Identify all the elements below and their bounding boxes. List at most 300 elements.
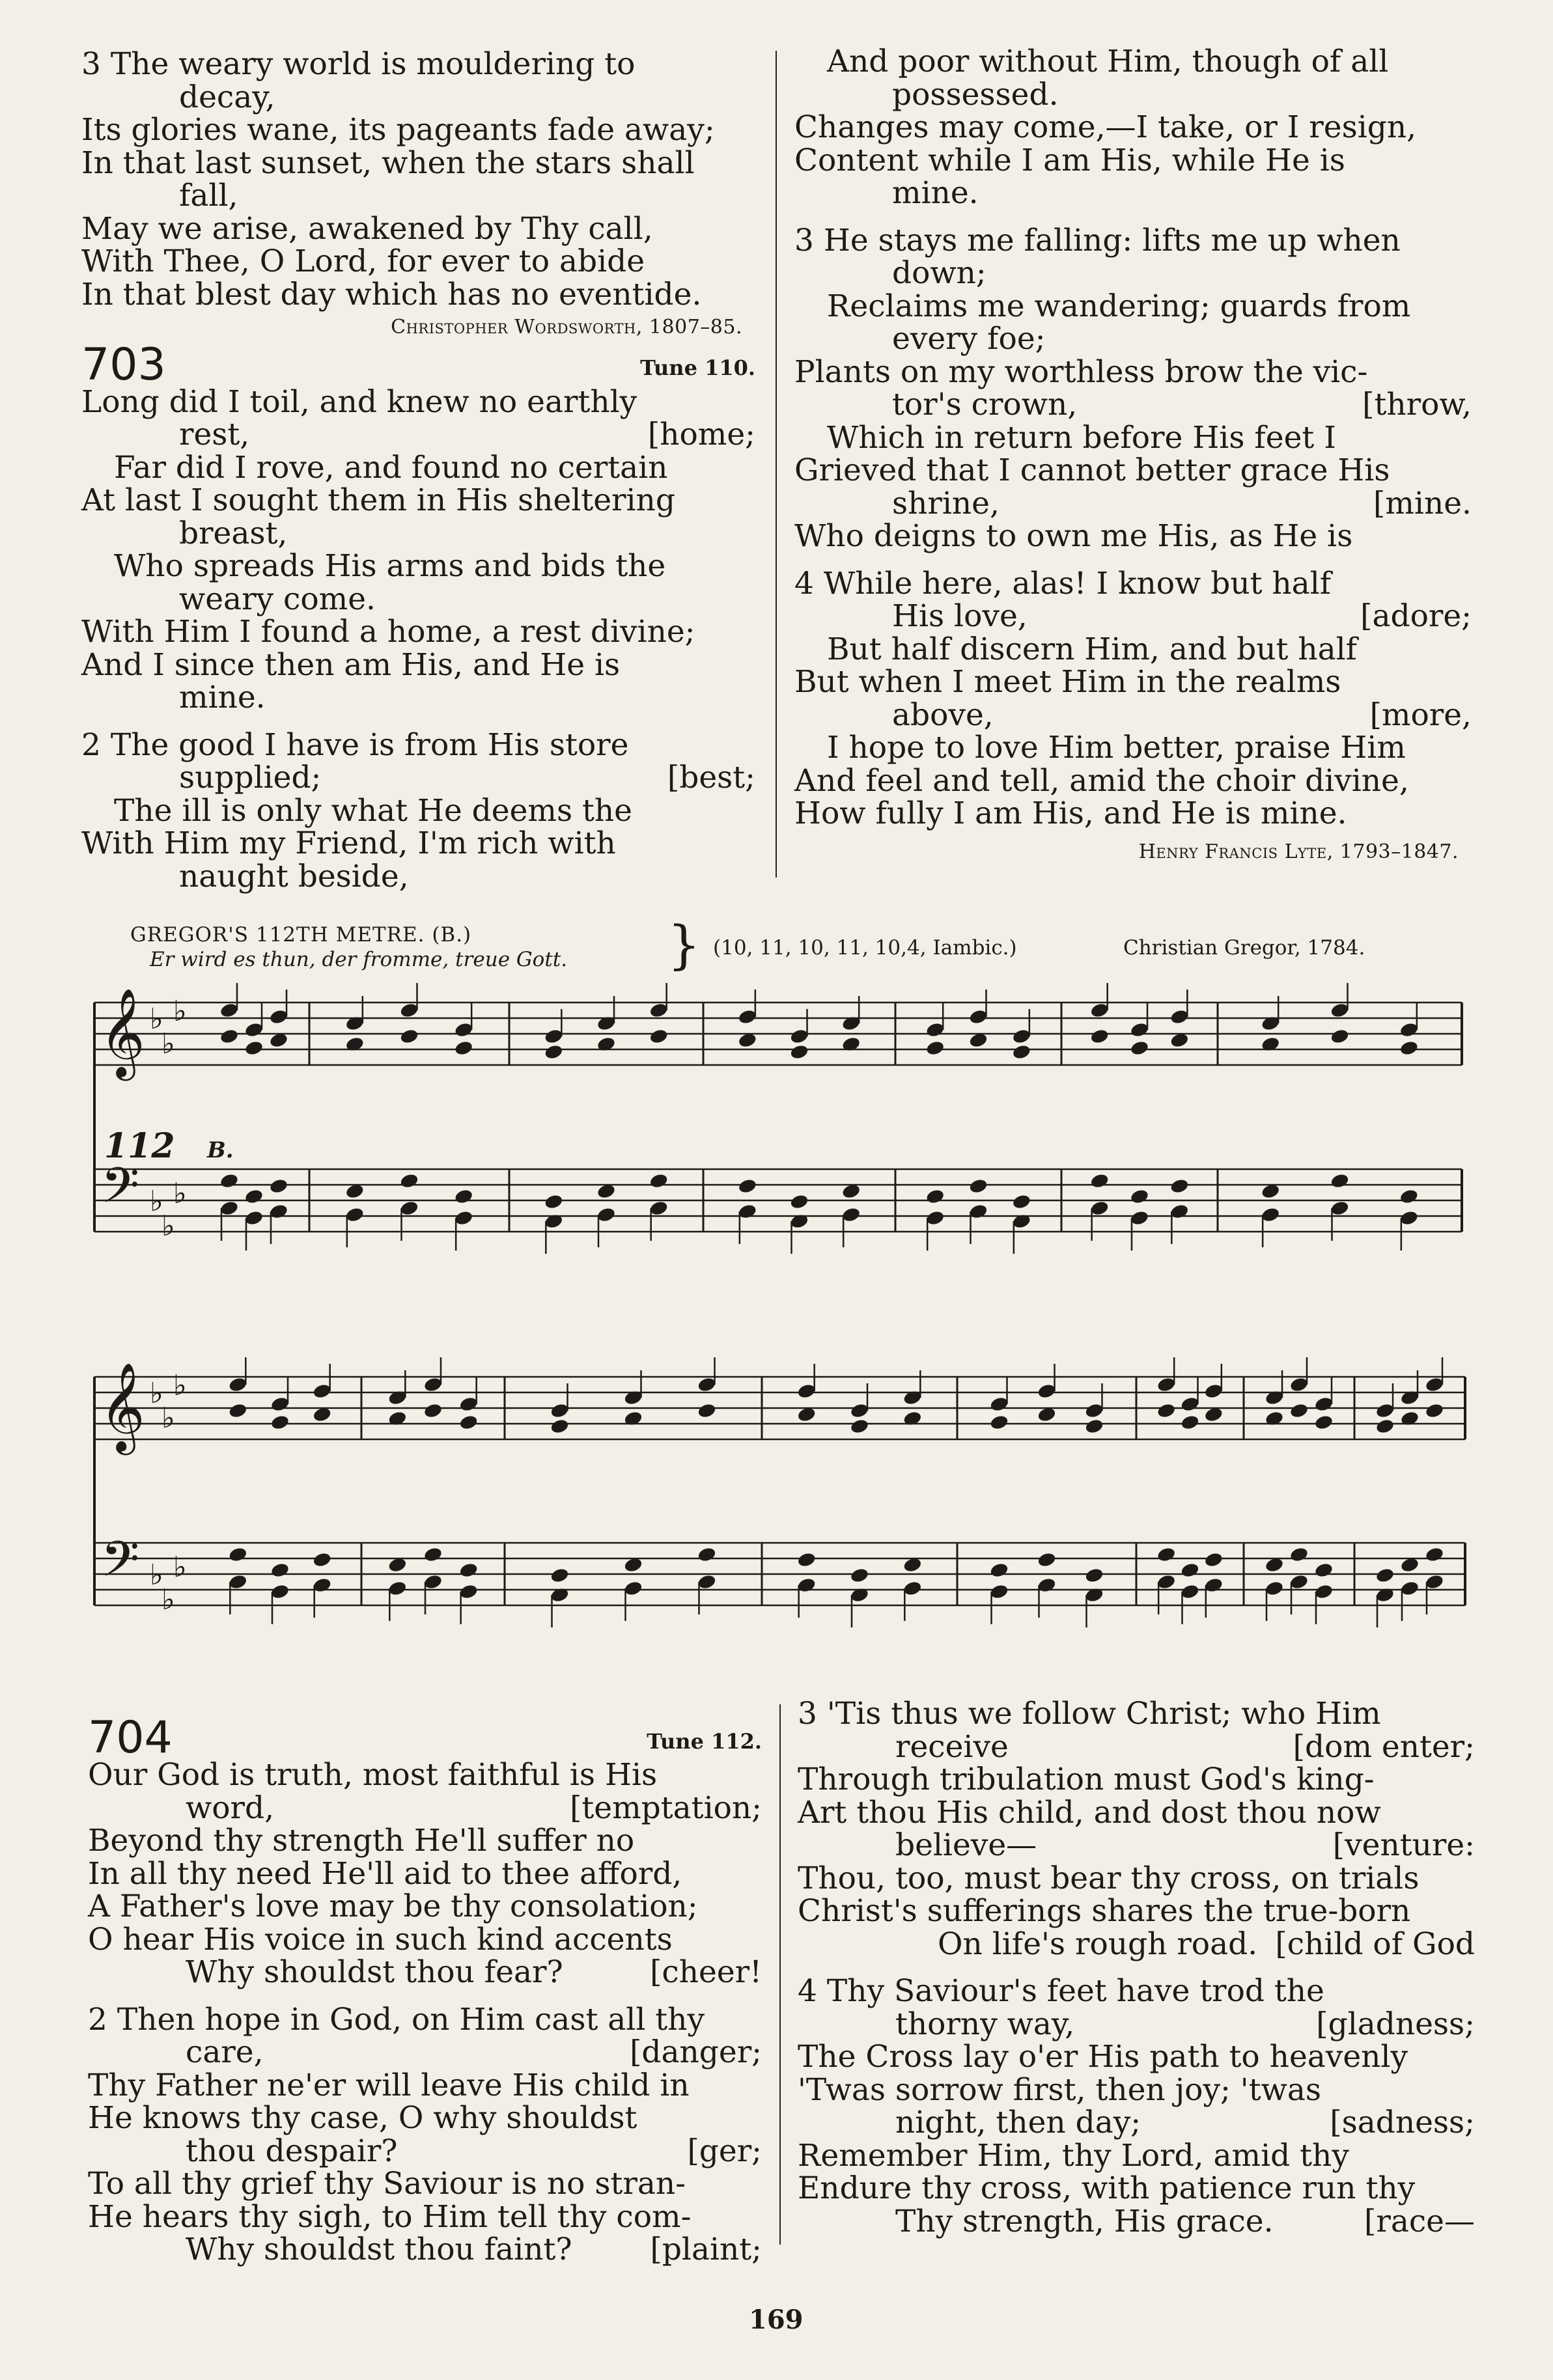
verse-line-text: receive — [895, 1728, 1009, 1765]
note-head — [1400, 1580, 1420, 1597]
verse-line-overflow: [best; — [667, 760, 755, 796]
flat-icon: ♭ — [150, 1003, 163, 1036]
verse-line-text: Art thou His child, and dost thou now — [798, 1794, 1381, 1831]
verse-line-text: But when I meet Him in the realms — [794, 664, 1341, 700]
note-head — [649, 1002, 669, 1019]
hymn-704-header — [88, 1712, 762, 1764]
verse-line — [798, 1764, 1475, 1797]
verse-line-overflow: [child of God — [1275, 1926, 1475, 1962]
note-head — [454, 1210, 474, 1226]
note-head — [228, 1402, 248, 1419]
verse-line-text: The ill is only what He deems the — [114, 792, 632, 829]
note-head — [219, 1200, 240, 1217]
note-head — [458, 1583, 479, 1600]
verse-line-text: A Father's love may be thy consolation; — [88, 1889, 698, 1924]
verse-line-text: Why shouldst thou fear? — [186, 1954, 563, 1990]
verse-line — [88, 1956, 762, 1989]
verse-line-overflow: [mine. — [1373, 485, 1472, 521]
verse-line-text: weary come. — [179, 581, 376, 617]
verse-line — [798, 1698, 1475, 1731]
note-head — [1399, 1210, 1420, 1226]
author-credit: Henry Francis Lyte, 1793–1847. — [1138, 840, 1459, 863]
note-head — [1375, 1402, 1395, 1419]
note-head — [1314, 1583, 1334, 1600]
note-head — [1130, 1021, 1150, 1038]
note-head — [1089, 1200, 1110, 1217]
note-head — [1156, 1573, 1177, 1590]
verse-line-text: Our God is truth, most faithful is His — [88, 1757, 658, 1793]
flat-icon: ♭ — [161, 1027, 175, 1060]
verse-line — [88, 2168, 762, 2201]
tune-number-label: 112 — [104, 1126, 175, 1166]
note-head — [1289, 1546, 1309, 1563]
note-head — [697, 1546, 717, 1563]
verse-line-text: thou despair? — [186, 2133, 398, 2169]
verse-line-overflow: [home; — [647, 417, 755, 452]
verse-line-text: Content while I am His, while He is — [794, 142, 1345, 178]
verse-line-text: Why shouldst thou faint? — [186, 2232, 572, 2267]
flat-icon: ♭ — [150, 1377, 163, 1410]
note-head — [244, 1210, 264, 1226]
verse-line-text: down; — [892, 255, 986, 291]
note-head — [796, 1577, 817, 1594]
flat-icon: ♭ — [150, 1558, 163, 1592]
note-head — [1425, 1402, 1445, 1419]
note-head — [1037, 1383, 1057, 1400]
verse-line-text: May we arise, awakened by Thy call, — [81, 210, 653, 247]
note-head — [1261, 1206, 1281, 1223]
verse-line-text: Its glories wane, its pageants fade away; — [81, 112, 715, 148]
verse-line — [88, 2234, 762, 2267]
verse-line-overflow: [venture: — [1332, 1827, 1475, 1863]
bottom-left-column — [88, 1712, 762, 2267]
note-head — [458, 1396, 479, 1413]
note-head — [399, 1002, 419, 1019]
note-head — [796, 1383, 817, 1400]
note-head — [423, 1402, 443, 1419]
verse-line-text: fall, — [179, 178, 238, 214]
verse-line-text: Changes may come,—I take, or I resign, — [794, 109, 1417, 145]
verse-line-text: Who deigns to own me His, as He is — [794, 518, 1353, 554]
verse-line-overflow: [plaint; — [650, 2232, 762, 2267]
verse-line-text: mine. — [892, 175, 979, 211]
note-head — [423, 1546, 443, 1563]
page-number: 169 — [749, 2304, 804, 2335]
note-head — [1089, 1172, 1110, 1189]
verse-line-text: I hope to love Him better, praise Him — [827, 730, 1406, 766]
verse-line-overflow: [race— — [1364, 2203, 1475, 2239]
note-head — [454, 1021, 474, 1038]
note-head — [1399, 1040, 1420, 1057]
verse-line-text: In that blest day which has no eventide. — [81, 276, 702, 312]
note-head — [738, 1203, 758, 1220]
hymn-number: 704 — [88, 1712, 173, 1764]
note-head — [902, 1580, 923, 1597]
note-head — [270, 1562, 290, 1579]
note-head — [1425, 1376, 1445, 1393]
note-head — [1169, 1008, 1190, 1025]
note-head — [796, 1551, 817, 1568]
note-head — [1130, 1188, 1150, 1205]
note-head — [1156, 1376, 1177, 1393]
verse-line-text: Beyond thy strength He'll suffer no — [88, 1823, 635, 1859]
note-head — [925, 1021, 945, 1038]
note-head — [312, 1551, 332, 1568]
verse-line-text: To all thy grief thy Saviour is no stran- — [88, 2166, 686, 2202]
note-head — [423, 1376, 443, 1393]
note-head — [228, 1546, 248, 1563]
note-head — [789, 1193, 809, 1210]
bottom-right-column — [798, 1698, 1475, 2238]
note-head — [1130, 1040, 1150, 1057]
flat-icon: ♭ — [161, 1402, 175, 1435]
verse-line-text: Long did I toil, and knew no earthly — [81, 383, 637, 420]
note-head — [1204, 1383, 1224, 1400]
verse-line-text: Thy strength, His grace. — [895, 2203, 1274, 2239]
verse-line-overflow: [adore; — [1360, 598, 1472, 634]
note-head — [1156, 1546, 1177, 1563]
note-head — [738, 1178, 758, 1195]
verse-line-text: thorny way, — [895, 2006, 1075, 2042]
verse-line — [798, 1928, 1475, 1961]
verse-line-text: But half discern Him, and but half — [827, 631, 1358, 667]
verse-line — [88, 2102, 762, 2135]
verse-line-overflow: [more, — [1369, 697, 1472, 733]
verse-line-text: 4 Thy Saviour's feet have trod the — [798, 1973, 1324, 2009]
verse-line-text: On life's rough road. — [938, 1926, 1258, 1962]
verse-line-text: He knows thy case, O why shouldst — [88, 2100, 637, 2136]
verse-line-text: His love, — [892, 598, 1028, 634]
note-head — [544, 1044, 564, 1060]
verse-line-text: How fully I am His, and He is mine. — [794, 796, 1347, 831]
author-credit: Christopher Wordsworth, 1807–85. — [391, 316, 742, 339]
note-head — [989, 1414, 1009, 1431]
verse-line-text: Thy Father ne'er will leave His child in — [88, 2067, 690, 2103]
voice-label: B. — [207, 1137, 234, 1163]
verse-line-text: decay, — [179, 79, 275, 115]
note-head — [1089, 1028, 1110, 1045]
flat-icon: ♭ — [173, 1369, 187, 1402]
note-head — [925, 1188, 945, 1205]
music-systems — [94, 983, 1465, 1627]
verse-line-text: 2 The good I have is from His store — [81, 726, 629, 763]
verse-line-text: believe— — [895, 1827, 1037, 1863]
note-head — [968, 1178, 988, 1195]
verse-line — [798, 1794, 1475, 1831]
note-head — [1314, 1562, 1334, 1579]
note-head — [228, 1573, 248, 1590]
verse-line-overflow: [temptation; — [570, 1790, 762, 1826]
verse-line-text: breast, — [179, 515, 288, 551]
note-head — [1012, 1193, 1032, 1210]
note-head — [387, 1580, 408, 1597]
note-head — [399, 1028, 419, 1045]
note-head — [244, 1040, 264, 1057]
note-head — [550, 1567, 570, 1584]
verse-line — [798, 1975, 1475, 2008]
note-head — [1180, 1583, 1200, 1600]
flat-icon: ♭ — [150, 1185, 163, 1218]
note-head — [550, 1418, 570, 1435]
note-head — [269, 1178, 289, 1195]
verse-line — [88, 2001, 762, 2038]
verse-line-text: The Cross lay o'er His path to heavenly — [798, 2039, 1408, 2075]
verse-line-text: Plants on my worthless brow the vic- — [794, 353, 1368, 390]
note-head — [850, 1567, 870, 1584]
verse-line-text: 4 While here, alas! I know but half — [794, 565, 1332, 602]
note-head — [1084, 1402, 1104, 1419]
flat-icon: ♭ — [161, 1210, 175, 1243]
flat-icon: ♭ — [173, 1177, 187, 1210]
note-head — [623, 1580, 643, 1597]
verse-line-text: word, — [186, 1790, 275, 1826]
verse-line — [798, 1829, 1475, 1862]
verse-line-text: mine. — [179, 680, 266, 715]
verse-line-text: At last I sought them in His sheltering — [81, 482, 675, 518]
note-head — [989, 1396, 1009, 1413]
flat-icon: ♭ — [173, 995, 187, 1028]
note-head — [270, 1396, 290, 1413]
note-head — [1265, 1580, 1285, 1597]
note-head — [550, 1402, 570, 1419]
tune-reference: Tune 112. — [647, 1728, 762, 1754]
verse-line-text: above, — [892, 697, 994, 733]
treble-clef-icon: 𝄞 — [100, 1361, 145, 1451]
note-head — [1330, 1028, 1350, 1045]
verse-line-overflow: [danger; — [630, 2034, 762, 2070]
verse-line-text: rest, — [179, 417, 250, 452]
verse-line-text: naught beside, — [179, 858, 409, 894]
verse-line-text: 3 'Tis thus we follow Christ; who Him — [798, 1696, 1381, 1732]
note-head — [1204, 1551, 1224, 1568]
note-head — [345, 1206, 365, 1223]
verse-line-text: Reclaims me wandering; guards from — [827, 288, 1411, 324]
verse-line-text: tor's crown, — [892, 387, 1078, 422]
note-head — [1169, 1178, 1190, 1195]
note-head — [1330, 1172, 1350, 1189]
note-head — [989, 1583, 1009, 1600]
hymn-number: 703 — [81, 339, 166, 391]
verse-line-overflow: [throw, — [1362, 387, 1472, 422]
bass-clef-icon: 𝄢 — [101, 1530, 140, 1600]
verse-line-text: shrine, — [892, 485, 1000, 521]
verse-line-text: Which in return before His feet I — [827, 419, 1336, 456]
note-head — [1089, 1002, 1110, 1019]
verse-line-text: care, — [186, 2034, 264, 2070]
note-head — [968, 1008, 988, 1025]
flat-icon: ♭ — [173, 1551, 187, 1584]
note-head — [219, 1002, 240, 1019]
note-head — [789, 1044, 809, 1060]
verse-line-overflow: [gladness; — [1316, 2006, 1475, 2042]
verse-line-text: 3 He stays me falling: lifts me up when — [794, 222, 1401, 258]
note-head — [968, 1203, 988, 1220]
note-head — [270, 1414, 290, 1431]
verse-line — [88, 1855, 762, 1892]
verse-line — [798, 2041, 1475, 2074]
verse-line-text: night, then day; — [895, 2105, 1141, 2140]
tune-reference: Tune 110. — [640, 355, 755, 380]
note-head — [1425, 1573, 1445, 1590]
note-head — [244, 1188, 264, 1205]
verse-line-text: And feel and tell, amid the choir divine, — [794, 762, 1409, 799]
verse-line — [88, 2198, 762, 2235]
note-head — [269, 1203, 289, 1220]
note-head — [1425, 1546, 1445, 1563]
verse-line-text: With Him I found a home, a rest divine; — [81, 614, 695, 650]
brace-icon: } — [667, 915, 701, 975]
note-head — [1314, 1414, 1334, 1431]
note-head — [697, 1402, 717, 1419]
note-head — [1012, 1028, 1032, 1045]
verse-line — [798, 1895, 1475, 1928]
note-head — [312, 1577, 332, 1594]
verse-line-text: supplied; — [179, 760, 322, 796]
verse-line-text: possessed. — [892, 76, 1059, 113]
verse-line-overflow: [cheer! — [650, 1954, 762, 1990]
hymn-704-continued — [798, 1698, 1475, 2238]
note-head — [1375, 1567, 1395, 1584]
flat-icon: ♭ — [161, 1583, 175, 1616]
verse-line-text: every foe; — [892, 321, 1046, 357]
note-head — [1169, 1203, 1190, 1220]
verse-line-text: Christ's sufferings shares the true-born — [798, 1893, 1411, 1929]
note-head — [1399, 1188, 1420, 1205]
verse-line-text: With Him my Friend, I'm rich with — [81, 825, 616, 861]
verse-line — [798, 2107, 1475, 2140]
note-head — [925, 1210, 945, 1226]
note-head — [423, 1573, 443, 1590]
verse-line-text: Grieved that I cannot better grace His — [794, 452, 1390, 488]
note-head — [270, 1583, 290, 1600]
note-head — [1330, 1200, 1350, 1217]
note-head — [1289, 1402, 1309, 1419]
verse-line — [798, 1728, 1475, 1765]
note-head — [1180, 1414, 1200, 1431]
tune-composer: Christian Gregor, 1784. — [1123, 936, 1365, 960]
note-head — [219, 1028, 240, 1045]
verse-line-text: Through tribulation must God's king- — [798, 1762, 1375, 1797]
note-head — [1289, 1376, 1309, 1393]
verse-line-text: O hear His voice in such kind accents — [88, 1921, 673, 1958]
note-head — [925, 1040, 945, 1057]
verse-line — [798, 2137, 1475, 2174]
note-head — [841, 1206, 861, 1223]
note-head — [399, 1172, 419, 1189]
note-head — [789, 1028, 809, 1045]
tune-german-title: Er wird es thun, der fromme, treue Gott. — [150, 948, 568, 971]
note-head — [244, 1021, 264, 1038]
verse-line — [88, 1890, 762, 1924]
verse-line — [798, 2203, 1475, 2239]
note-head — [219, 1172, 240, 1189]
verse-line — [798, 2172, 1475, 2206]
verse-line-text: Thou, too, must bear thy cross, on trials — [798, 1860, 1420, 1896]
note-head — [1130, 1210, 1150, 1226]
note-head — [1399, 1021, 1420, 1038]
verse-line-text: 2 Then hope in God, on Him cast all thy — [88, 2001, 705, 2038]
note-head — [1084, 1567, 1104, 1584]
note-head — [458, 1562, 479, 1579]
verse-line-overflow: [sadness; — [1330, 2105, 1475, 2140]
bass-clef-icon: 𝄢 — [101, 1157, 140, 1226]
note-head — [649, 1200, 669, 1217]
note-head — [458, 1414, 479, 1431]
verse-line-text: Who spreads His arms and bids the — [114, 548, 666, 584]
note-head — [228, 1376, 248, 1393]
note-head — [1314, 1396, 1334, 1413]
note-head — [989, 1562, 1009, 1579]
verse-line-text: Remember Him, thy Lord, amid thy — [798, 2137, 1349, 2174]
verse-line-text: And poor without Him, though of all — [827, 44, 1389, 79]
note-head — [399, 1200, 419, 1217]
note-head — [596, 1206, 617, 1223]
verse-line — [88, 1792, 762, 1825]
verse-line-text: 'Twas sorrow first, then joy; 'twas — [798, 2071, 1321, 2108]
tune-name: GREGOR'S 112TH METRE. (B.) — [130, 923, 472, 947]
verse-line — [88, 1759, 762, 1792]
verse-line — [798, 2008, 1475, 2041]
verse-line — [798, 1862, 1475, 1896]
note-head — [850, 1418, 870, 1435]
note-head — [1375, 1418, 1395, 1435]
note-head — [738, 1008, 758, 1025]
note-head — [312, 1383, 332, 1400]
note-head — [649, 1028, 669, 1045]
note-head — [544, 1193, 564, 1210]
verse-line — [88, 2036, 762, 2069]
verse-line — [88, 1921, 762, 1958]
verse-line-overflow: [ger; — [687, 2133, 762, 2169]
verse-line-text: He hears thy sigh, to Him tell thy com- — [88, 2198, 692, 2235]
note-head — [850, 1402, 870, 1419]
verse-line — [88, 1825, 762, 1858]
note-head — [649, 1172, 669, 1189]
verse-line-text: With Thee, O Lord, for ever to abide — [81, 243, 645, 279]
note-head — [1012, 1044, 1032, 1060]
note-head — [454, 1188, 474, 1205]
verse-line — [798, 2071, 1475, 2108]
note-head — [1180, 1396, 1200, 1413]
note-head — [1037, 1577, 1057, 1594]
note-head — [269, 1008, 289, 1025]
verse-line-text: In that last sunset, when the stars shall — [81, 145, 695, 181]
note-head — [1180, 1562, 1200, 1579]
note-head — [1204, 1577, 1224, 1594]
note-head — [1156, 1402, 1177, 1419]
treble-clef-icon: 𝄞 — [100, 987, 145, 1077]
verse-line-text: Far did I rove, and found no certain — [114, 449, 668, 486]
note-head — [1037, 1551, 1057, 1568]
tune-meter: (10, 11, 10, 11, 10,4, Iambic.) — [713, 936, 1017, 960]
verse-line-text: Endure thy cross, with patience run thy — [798, 2170, 1416, 2206]
note-head — [544, 1028, 564, 1045]
hymn-704-text — [88, 1759, 762, 2267]
verse-line-text: And I since then am His, and He is — [81, 646, 621, 683]
verse-line-text: 3 The weary world is mouldering to — [81, 46, 636, 82]
verse-line — [88, 2069, 762, 2103]
note-head — [697, 1376, 717, 1393]
note-head — [1289, 1573, 1309, 1590]
note-head — [697, 1573, 717, 1590]
note-head — [454, 1040, 474, 1057]
column-divider — [779, 1704, 781, 2245]
verse-line-text: In all thy need He'll aid to thee afford, — [88, 1855, 682, 1892]
verse-line — [88, 2135, 762, 2168]
note-head — [1084, 1418, 1104, 1435]
verse-line-overflow: [dom enter; — [1293, 1728, 1475, 1765]
note-head — [1330, 1002, 1350, 1019]
